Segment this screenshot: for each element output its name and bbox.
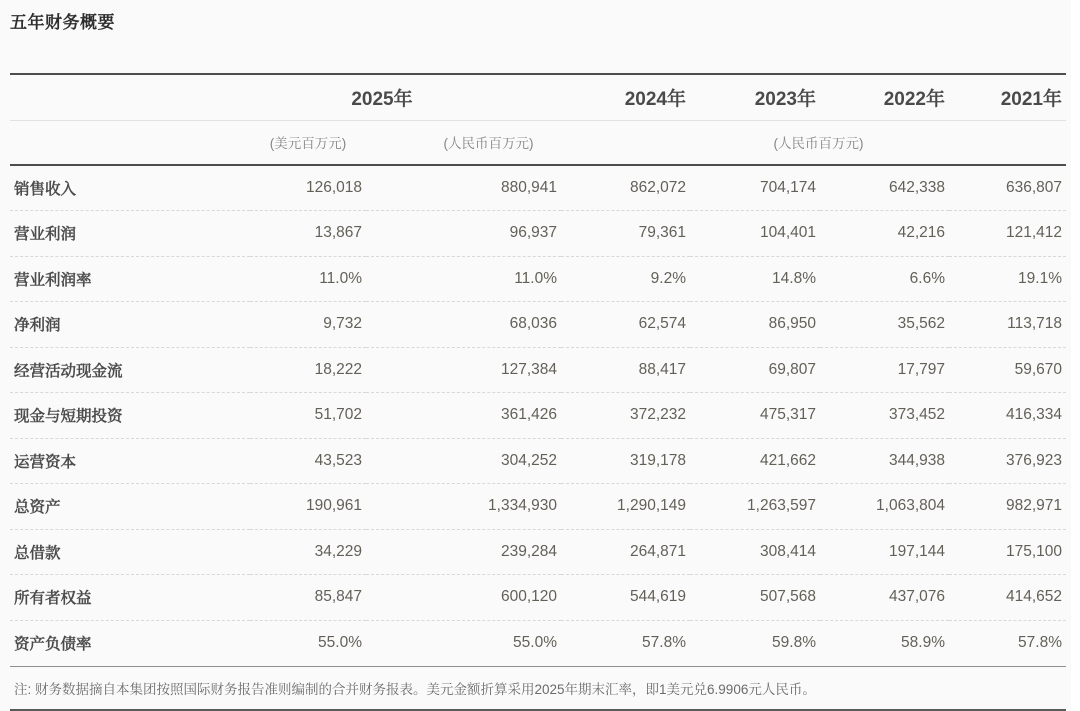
cell-value: 1,263,597: [747, 497, 816, 515]
year-header-2024: 2024年: [624, 88, 686, 110]
row-label: 经营活动现金流: [14, 362, 123, 380]
year-header-2023: 2023年: [754, 88, 816, 110]
unit-header-row: [10, 120, 1066, 165]
cell-value: 437,076: [888, 588, 945, 606]
cell-value: 88,417: [638, 360, 686, 378]
cell-value: 1,290,149: [617, 497, 686, 515]
table-row: [10, 302, 1066, 348]
year-header-2021: 2021年: [1000, 88, 1062, 110]
year-header-2025: 2025年: [351, 88, 413, 110]
empty-corner-cell: [10, 74, 250, 120]
page-title: 五年财务概要: [10, 13, 115, 32]
cell-value: 59,670: [1014, 360, 1062, 378]
cell-value: 239,284: [500, 542, 557, 560]
five-year-financial-summary-table: [10, 73, 1066, 666]
row-label: 资产负债率: [14, 636, 92, 653]
cell-value: 126,018: [305, 179, 362, 196]
table-row: [10, 620, 1066, 666]
cell-value: 85,847: [314, 588, 362, 606]
cell-value: 14.8%: [772, 269, 816, 287]
cell-value: 175,100: [1005, 542, 1062, 560]
cell-value: 35,562: [897, 315, 945, 333]
cell-value: 264,871: [629, 542, 686, 560]
cell-value: 42,216: [897, 224, 945, 242]
cell-value: 55.0%: [318, 634, 362, 651]
row-label: 销售收入: [14, 181, 77, 198]
year-header-2022: 2022年: [883, 88, 945, 110]
cell-value: 642,338: [888, 179, 945, 196]
cell-value: 414,652: [1005, 588, 1062, 606]
table-row: [10, 211, 1066, 257]
table-header: [10, 74, 1066, 165]
cell-value: 319,178: [629, 451, 686, 469]
table-row: [10, 256, 1066, 302]
cell-value: 113,718: [1007, 315, 1062, 333]
row-label: 总资产: [14, 499, 61, 517]
row-label: 营业利润: [14, 226, 77, 244]
cell-value: 416,334: [1005, 406, 1062, 424]
row-label: 营业利润率: [14, 271, 92, 289]
table-row: [10, 484, 1066, 530]
cell-value: 361,426: [500, 406, 557, 424]
unit-label-rmb-2025: (人民币百万元): [443, 136, 534, 152]
table-row: [10, 438, 1066, 484]
empty-unit-cell: [10, 120, 250, 165]
cell-value: 6.6%: [909, 269, 945, 287]
cell-value: 372,232: [629, 406, 686, 424]
cell-value: 600,120: [500, 588, 557, 606]
cell-value: 197,144: [888, 542, 945, 560]
row-label: 净利润: [14, 317, 61, 335]
cell-value: 18,222: [314, 360, 362, 378]
cell-value: 304,252: [500, 451, 557, 469]
cell-value: 59.8%: [772, 634, 816, 651]
footnote: 注: 财务数据摘自本集团按照国际财务报告准则编制的合并财务报表。美元金额折算采用2025年期末汇率，即1美元兑6.9906元人民币。: [10, 666, 1066, 711]
cell-value: 86,950: [768, 315, 816, 333]
cell-value: 308,414: [759, 542, 816, 560]
cell-value: 421,662: [759, 451, 816, 469]
cell-value: 55.0%: [513, 634, 557, 651]
unit-label-rmb-group: (人民币百万元): [773, 136, 864, 152]
table-row: [10, 575, 1066, 621]
cell-value: 13,867: [314, 224, 362, 242]
cell-value: 57.8%: [642, 634, 686, 651]
cell-value: 982,971: [1005, 497, 1062, 515]
cell-value: 475,317: [759, 406, 816, 424]
cell-value: 636,807: [1005, 179, 1062, 196]
cell-value: 344,938: [888, 451, 945, 469]
table-row: [10, 529, 1066, 575]
cell-value: 68,036: [509, 315, 557, 333]
cell-value: 11.0%: [319, 269, 362, 287]
table-row: [10, 393, 1066, 439]
cell-value: 9,732: [323, 315, 362, 333]
cell-value: 507,568: [759, 588, 816, 606]
cell-value: 1,334,930: [488, 497, 557, 515]
cell-value: 19.1%: [1018, 269, 1062, 287]
cell-value: 58.9%: [901, 634, 945, 651]
cell-value: 376,923: [1005, 451, 1062, 469]
cell-value: 880,941: [500, 179, 557, 196]
cell-value: 544,619: [629, 588, 686, 606]
year-header-row: [10, 74, 1066, 120]
cell-value: 79,361: [638, 224, 686, 242]
table-row: [10, 347, 1066, 393]
cell-value: 57.8%: [1018, 634, 1062, 651]
cell-value: 104,401: [759, 224, 816, 242]
row-label: 总借款: [14, 544, 61, 562]
row-label: 现金与短期投资: [14, 408, 123, 426]
cell-value: 43,523: [314, 451, 362, 469]
cell-value: 9.2%: [650, 269, 686, 287]
unit-label-usd: (美元百万元): [269, 136, 347, 152]
cell-value: 51,702: [314, 406, 362, 424]
row-label: 运营资本: [14, 453, 77, 471]
cell-value: 62,574: [638, 315, 686, 333]
cell-value: 34,229: [314, 542, 362, 560]
cell-value: 11.0%: [514, 269, 557, 287]
page-right-margin: [1071, 0, 1080, 711]
cell-value: 17,797: [897, 360, 945, 378]
row-label: 所有者权益: [14, 590, 92, 608]
cell-value: 69,807: [768, 360, 816, 378]
cell-value: 862,072: [629, 179, 686, 196]
cell-value: 127,384: [500, 360, 557, 378]
cell-value: 121,412: [1005, 224, 1062, 242]
cell-value: 1,063,804: [876, 497, 945, 515]
cell-value: 704,174: [759, 179, 816, 196]
cell-value: 373,452: [888, 406, 945, 424]
table-row: [10, 165, 1066, 211]
cell-value: 96,937: [509, 224, 557, 242]
cell-value: 190,961: [305, 497, 362, 515]
table-body: [10, 165, 1066, 666]
